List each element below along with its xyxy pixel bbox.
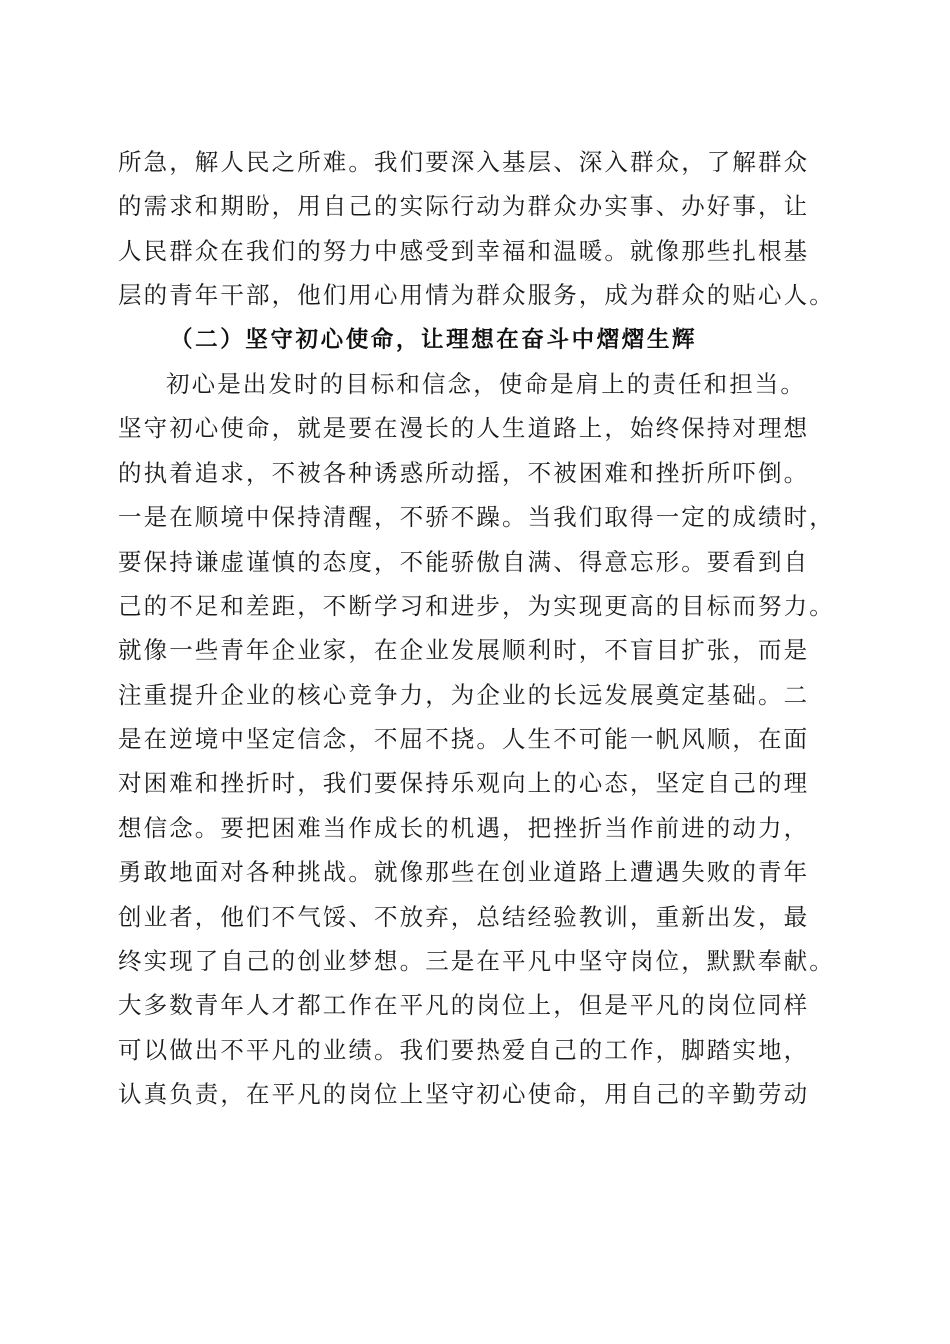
section-heading: （二）坚守初心使命，让理想在奋斗中熠熠生辉 <box>170 326 698 353</box>
text-line: 勇敢地面对各种挑战。就像那些在创业道路上遭遇失败的青年 <box>118 858 810 887</box>
paragraph-1 <box>118 140 838 318</box>
text-line: 创业者，他们不气馁、不放弃，总结经验教训，重新出发，最 <box>118 902 810 931</box>
text-line: 认真负责，在平凡的岗位上坚守初心使命，用自己的辛勤劳动 <box>118 1080 810 1109</box>
text-line: 人民群众在我们的努力中感受到幸福和温暖。就像那些扎根基 <box>118 236 810 265</box>
text-line: 可以做出不平凡的业绩。我们要热爱自己的工作，脚踏实地， <box>118 1035 810 1064</box>
text-line: 坚守初心使命，就是要在漫长的人生道路上，始终保持对理想 <box>118 414 810 443</box>
text-line: 要保持谦虚谨慎的态度，不能骄傲自满、得意忘形。要看到自 <box>118 547 810 576</box>
text-line: 层的青年干部，他们用心用情为群众服务，成为群众的贴心人。 <box>118 281 835 310</box>
text-line: 大多数青年人才都工作在平凡的岗位上，但是平凡的岗位同样 <box>118 991 810 1020</box>
text-line: 的执着追求，不被各种诱惑所动摇，不被困难和挫折所吓倒。 <box>118 458 810 487</box>
text-line: 就像一些青年企业家，在企业发展顺利时，不盲目扩张，而是 <box>118 636 810 665</box>
text-line: 想信念。要把困难当作成长的机遇，把挫折当作前进的动力， <box>118 813 810 842</box>
text-line: 是在逆境中坚定信念，不屈不挠。人生不可能一帆风顺，在面 <box>118 725 810 754</box>
text-line: 一是在顺境中保持清醒，不骄不躁。当我们取得一定的成绩时， <box>118 503 835 532</box>
text-line: 所急，解人民之所难。我们要深入基层、深入群众，了解群众 <box>118 148 810 176</box>
text-line: 初心是出发时的目标和信念，使命是肩上的责任和担当。 <box>166 369 806 398</box>
text-line: 终实现了自己的创业梦想。三是在平凡中坚守岗位，默默奉献。 <box>118 947 835 976</box>
body-text <box>118 140 838 1117</box>
text-line: 的需求和期盼，用自己的实际行动为群众办实事、办好事，让 <box>118 192 810 221</box>
text-line: 对困难和挫折时，我们要保持乐观向上的心态，坚定自己的理 <box>118 769 810 798</box>
text-line: 注重提升企业的核心竞争力，为企业的长远发展奠定基础。二 <box>118 680 810 709</box>
paragraph-2 <box>118 362 838 1117</box>
text-line: 己的不足和差距，不断学习和进步，为实现更高的目标而努力。 <box>118 591 835 620</box>
